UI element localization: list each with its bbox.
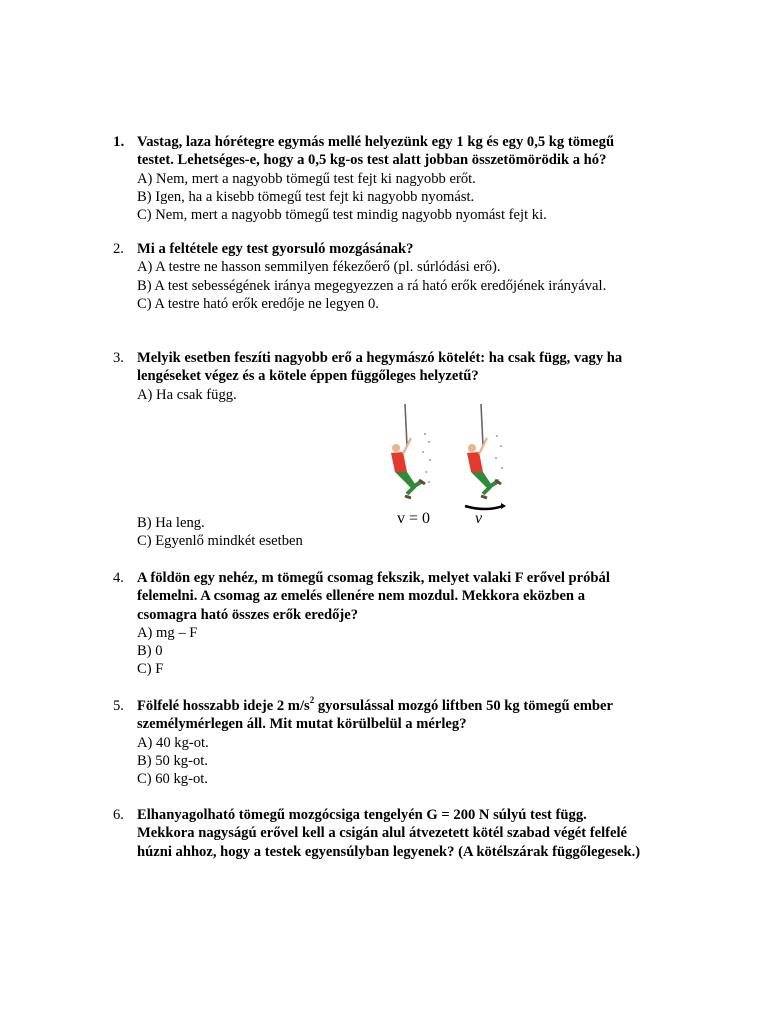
question-5 bbox=[113, 697, 673, 788]
question-stem-line: csomagra ható összes erők eredője? bbox=[137, 606, 359, 623]
answer-option-c[interactable]: C) Egyenlő mindkét esetben bbox=[137, 533, 303, 550]
question-stem-line: Elhanyagolható tömegű mozgócsiga tengelyén G = 200 N súlyú test függ. bbox=[137, 807, 587, 823]
answer-option-a[interactable]: A) A testre ne hasson semmilyen fékezőerő (pl. súrlódási erő). bbox=[137, 259, 501, 276]
question-6 bbox=[113, 806, 673, 861]
question-stem-line: Mi a feltétele egy test gyorsuló mozgásának? bbox=[137, 241, 414, 257]
question-stem-line: Vastag, laza hórétegre egymás mellé helyezünk egy 1 kg és egy 0,5 kg tömegű bbox=[137, 134, 615, 150]
question-stem-line: Melyik esetben feszíti nagyobb erő a hegymászó kötelét: ha csak függ, vagy ha bbox=[137, 350, 623, 366]
question-4 bbox=[113, 569, 673, 679]
question-3 bbox=[113, 349, 673, 404]
stem-text: gyorsulással mozgó liftben 50 kg tömegű ember bbox=[314, 698, 613, 714]
answer-option-b[interactable]: B) 50 kg-ot. bbox=[137, 752, 208, 769]
question-number: 5. bbox=[113, 698, 124, 714]
answer-option-c[interactable]: C) 60 kg-ot. bbox=[137, 771, 208, 788]
answer-option-a[interactable]: A) Nem, mert a nagyobb tömegű test fejt ki nagyobb erőt. bbox=[137, 170, 476, 187]
answer-option-c[interactable]: C) F bbox=[137, 661, 164, 678]
question-number: 3. bbox=[113, 350, 124, 366]
velocity-arrow bbox=[465, 506, 503, 509]
question-stem-line bbox=[137, 697, 673, 715]
superscript: 2 bbox=[309, 695, 315, 706]
question-stem-line: felemelni. A csomag az emelés ellenére nem mozdul. Mekkora eközben a bbox=[137, 588, 585, 605]
question-stem-line: A földön egy nehéz, m tömegű csomag fekszik, melyet valaki F erővel próbál bbox=[137, 570, 610, 586]
climber-figure bbox=[385, 402, 517, 528]
stem-text: Fölfelé hosszabb ideje 2 m/s bbox=[137, 698, 310, 714]
question-number: 1. bbox=[113, 134, 125, 150]
answer-option-b[interactable]: B) Igen, ha a kisebb tömegű test fejt ki nagyobb nyomást. bbox=[137, 188, 475, 205]
velocity-label-right: v bbox=[475, 510, 483, 527]
answer-option-c[interactable]: C) Nem, mert a nagyobb tömegű test mindig nagyobb nyomást fejt ki. bbox=[137, 207, 547, 224]
question-stem-line: személymérlegen áll. Mit mutat körülbelül a mérleg? bbox=[137, 716, 467, 733]
question-stem-line: testet. Lehetséges-e, hogy a 0,5 kg-os test alatt jobban összetömörödik a hó? bbox=[137, 152, 607, 169]
answer-option-c[interactable]: C) A testre ható erők eredője ne legyen 0. bbox=[137, 295, 379, 312]
answer-option-a[interactable]: A) mg – F bbox=[137, 624, 198, 641]
question-number: 6. bbox=[113, 807, 124, 823]
question-2 bbox=[113, 240, 673, 313]
question-number: 2. bbox=[113, 241, 124, 257]
velocity-label-left: v = 0 bbox=[397, 510, 431, 527]
climber-hanging bbox=[391, 404, 425, 498]
question-stem-line: lengéseket végez és a kötele éppen függőleges helyzetű? bbox=[137, 368, 479, 385]
question-stem-line: Mekkora nagyságú erővel kell a csigán alul átvezetett kötél szabad végét felfelé bbox=[137, 825, 628, 842]
climber-swinging bbox=[467, 404, 501, 498]
answer-option-b[interactable]: B) A test sebességének iránya megegyezzen a rá ható erők eredőjének irányával. bbox=[137, 277, 607, 294]
answer-option-b[interactable]: B) Ha leng. bbox=[137, 515, 205, 531]
question-number: 4. bbox=[113, 570, 124, 586]
question-1 bbox=[113, 133, 673, 224]
answer-option-b[interactable]: B) 0 bbox=[137, 643, 163, 660]
question-stem-line: húzni ahhoz, hogy a testek egyensúlyban legyenek? (A kötélszárak függőlegesek.) bbox=[137, 843, 641, 860]
answer-option-a[interactable]: A) 40 kg-ot. bbox=[137, 734, 209, 751]
answer-option-a[interactable]: A) Ha csak függ. bbox=[137, 386, 237, 403]
